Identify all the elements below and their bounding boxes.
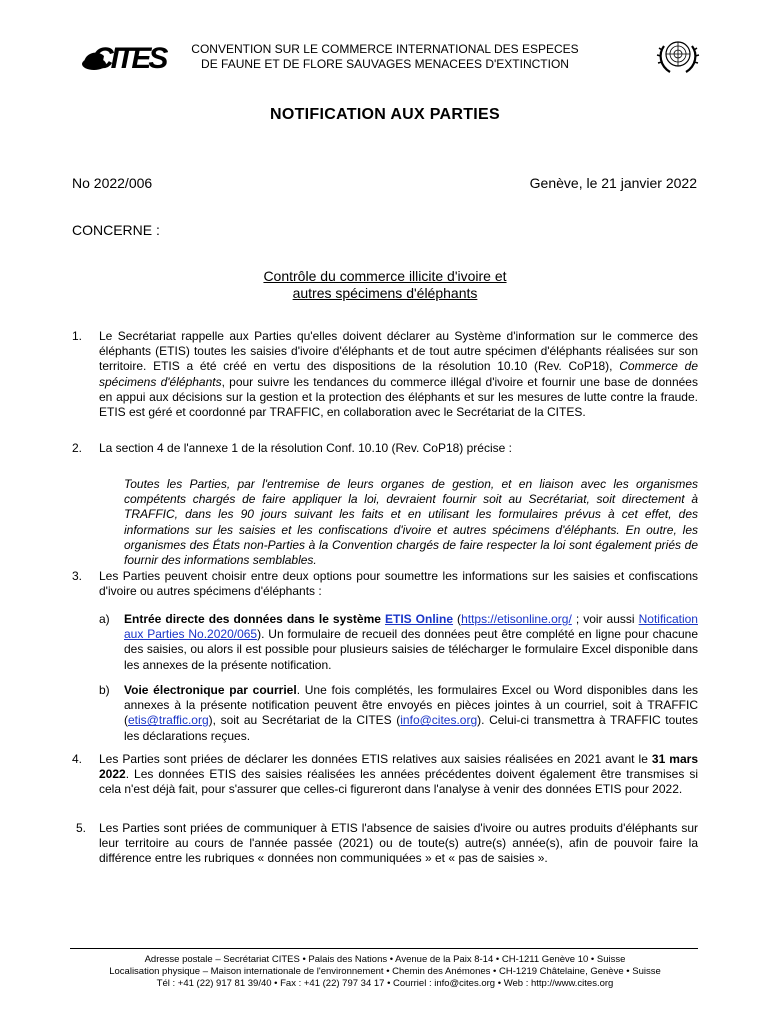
header-line-2: DE FAUNE ET DE FLORE SAUVAGES MENACEES D'EXTINCTION [201, 57, 569, 71]
paragraph-1-text-c: , pour suivre les tendances du commerce illégal d'ivoire et fournir une base de données en appui aux décisions sur la gestion et la protection des éléphants et sur les mesures de lutte contre la fraude. ETIS est géré et coordonné par TRAFFIC, en collaboration avec le Secrétariat de la CITES. [99, 374, 698, 420]
notification-date: Genève, le 21 janvier 2022 [529, 175, 697, 191]
page-title: NOTIFICATION AUX PARTIES [269, 106, 500, 123]
paragraph-3: Les Parties peuvent choisir entre deux options pour soumettre les informations sur les saisies et confiscations d'ivoire ou autres spécimens d'éléphants : [99, 569, 698, 599]
paragraph-4 [99, 752, 698, 798]
resolution-quote: Toutes les Parties, par l'entremise de leurs organes de gestion, et en liaison avec les organismes compétents chargés de faire appliquer la loi, devraient fournir soit au Secrétariat, soit directement à TRAFFIC, dans les 90 jours suivant les faits et en utilisant les formulaires prévus à cet effet, des informations sur les saisies et les confiscations d'ivoire et autres spécimens d'éléphants. En outre, les organismes des États non-Parties à la Convention chargés de faire respecter la loi sont également priés de fournir des informations semblables. [124, 477, 698, 568]
paragraph-2-number: 2. [72, 441, 83, 455]
option-a-heading: Entrée directe des données dans le système [124, 612, 381, 626]
paragraph-4-text-b: . Les données ETIS des saisies réalisées les années précédentes doivent également être transmises si cela n'est déjà fait, pour s'assurer que celles-ci figureront dans l'analyse à venir des données ETIS pour 2022. [99, 767, 698, 797]
paragraph-1-text-a: Le Secrétariat rappelle aux Parties qu'elles doivent déclarer au Système d'information sur le commerce des éléphants (ETIS) toutes les saisies d'ivoire d'éléphants et de tout autre spécimen d'éléphants réalisées sur son territoire. ETIS a été créé en vertu des dispositions de la résolution 10.10 (Rev. CoP18), [99, 329, 698, 374]
cites-logo [80, 34, 166, 76]
paragraph-1-number: 1. [72, 329, 83, 343]
option-b-text-3: ). Celui-ci transmettra à TRAFFIC toutes les déclarations reçues. [124, 713, 698, 743]
notification-number: No 2022/006 [72, 175, 153, 191]
subject-line-2: autres spécimens d'éléphants [292, 285, 478, 301]
concerne-label: CONCERNE : [72, 222, 160, 238]
paragraph-5: Les Parties sont priées de communiquer à ETIS l'absence de saisies d'ivoire ou autres produits d'éléphants sur leur territoire au cours de l'année passée (2021) ou de toute(s) autre(s) année(s), afin de pouvoir faire la différence entre les rubriques « données non communiquées » et « pas de saisies ». [99, 821, 698, 866]
option-a-text-3: ). Un formulaire de recueil des données peut être complété en ligne pour chacune des saisies, ou alors il est possible pour plusieurs saisies de télécharger le formulaire Excel disponible dans les annexes de la présente notification. [124, 627, 698, 672]
un-emblem-icon [656, 36, 700, 76]
cites-logo-text: CITES [92, 42, 166, 75]
footer-physical-location: Localisation physique – Maison internationale de l'environnement • Chemin des Anémones • CH-1219 Châtelaine, Genève • Suisse [109, 966, 661, 977]
notification-2020-065-link[interactable]: Notification aux Parties No.2020/065 [124, 612, 698, 642]
etisonline-url-link[interactable]: https://etisonline.org/ [461, 612, 572, 626]
option-a [124, 612, 698, 673]
traffic-email-link[interactable]: etis@traffic.org [128, 713, 209, 728]
footer-postal-address: Adresse postale – Secrétariat CITES • Palais des Nations • Avenue de la Paix 8-14 • CH-1211 Genève 10 • Suisse [144, 954, 626, 965]
paragraph-1 [99, 329, 698, 420]
footer-contact: Tél : +41 (22) 917 81 39/40 • Fax : +41 (22) 797 34 17 • Courriel : info@cites.org • Web : http://www.cites.org [156, 978, 614, 989]
paragraph-3-number: 3. [72, 569, 83, 583]
cites-email-link[interactable]: info@cites.org [400, 713, 478, 728]
option-b-label: b) [99, 683, 110, 697]
option-b-heading: Voie électronique par courriel [124, 683, 297, 697]
paragraph-2: La section 4 de l'annexe 1 de la résolution Conf. 10.10 (Rev. CoP18) précise : [99, 441, 512, 455]
subject-line-1: Contrôle du commerce illicite d'ivoire et [263, 268, 507, 284]
option-b [124, 683, 698, 744]
paragraph-5-number: 5. [76, 821, 87, 835]
option-b-text-1: . Une fois complétés, les formulaires Excel ou Word disponibles dans les annexes à la présente notification peuvent être envoyés en pièces jointes à un courriel, soit à TRAFFIC ( [124, 683, 698, 728]
option-a-text-2: ; voir aussi [571, 612, 639, 626]
header-line-1: CONVENTION SUR LE COMMERCE INTERNATIONAL DES ESPECES [191, 42, 579, 56]
etis-online-link[interactable]: ETIS Online [384, 612, 454, 626]
paragraph-4-text-a: Les Parties sont priées de déclarer les données ETIS relatives aux saisies réalisées en 2021 avant le [99, 752, 652, 766]
option-a-label: a) [99, 612, 110, 626]
deadline-date: 31 mars 2022 [99, 752, 698, 782]
resolution-title: Commerce de spécimens d'éléphants [99, 359, 698, 389]
option-a-text-1: ( [453, 612, 462, 626]
paragraph-4-number: 4. [72, 752, 83, 766]
footer-divider [70, 948, 698, 949]
option-b-text-2: ), soit au Secrétariat de la CITES ( [208, 713, 401, 728]
